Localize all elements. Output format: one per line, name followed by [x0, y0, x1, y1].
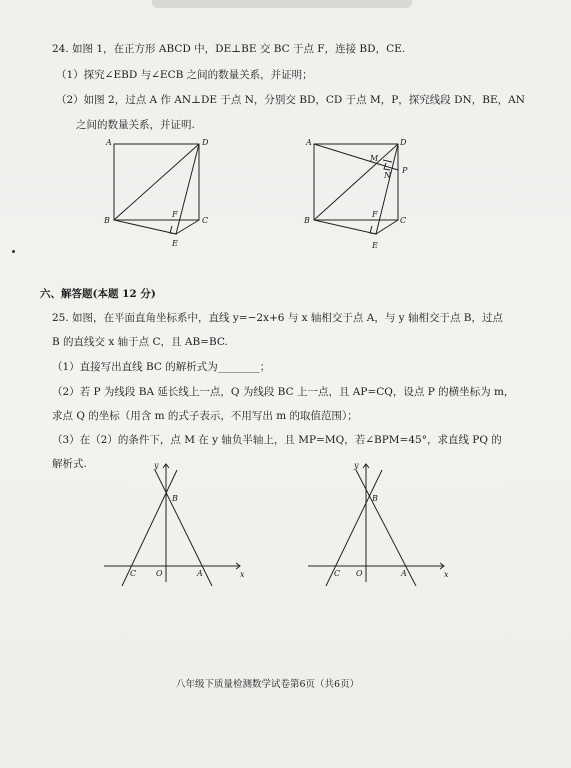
graph1-label-A: A	[197, 569, 203, 578]
fig2-label-B: B	[304, 216, 310, 225]
graph2-label-A: A	[401, 569, 407, 578]
graph1-label-O: O	[156, 569, 163, 578]
q25-part2-line2: 求点 Q 的坐标（用含 m 的式子表示，不用写出 m 的取值范围）；	[52, 410, 358, 422]
scan-speck	[12, 250, 15, 253]
q24-figure-2	[298, 134, 418, 256]
fig2-label-N: N	[384, 171, 391, 180]
q25-graph-1	[100, 456, 250, 586]
fig1-label-C: C	[202, 216, 209, 225]
q25-stem-line1: 25. 如图，在平面直角坐标系中，直线 y=−2x+6 与 x 轴相交于点 A，与 y 轴相交于点 B，过点	[52, 312, 503, 324]
q24-stem: 24. 如图 1，在正方形 ABCD 中，DE⊥BE 交 BC 于点 F，连接 BD，CE.	[52, 43, 406, 55]
fig2-label-P: P	[402, 166, 408, 175]
fig2-label-E: E	[372, 241, 378, 250]
graph2-label-B: B	[372, 494, 378, 503]
graph1-label-y: y	[154, 461, 159, 470]
scanner-edge	[152, 0, 412, 8]
q24-part2-line2: 之间的数量关系，并证明.	[76, 119, 195, 131]
q25-stem-line2: B 的直线交 x 轴于点 C，且 AB=BC.	[52, 336, 228, 348]
q25-graph-2	[304, 456, 454, 586]
fig1-label-E: E	[172, 239, 178, 248]
graph1-label-x: x	[240, 570, 245, 579]
fig1-label-D: D	[202, 138, 209, 147]
q24-part2-line1: （2）如图 2，过点 A 作 AN⊥DE 于点 N，分别交 BD，CD 于点 M，P，探究线段 DN，BE，AN	[56, 94, 525, 106]
q24-figure-1	[98, 134, 216, 254]
fig2-label-D: D	[400, 138, 407, 147]
q25-part1: （1）直接写出直线 BC 的解析式为________；	[52, 361, 271, 373]
q24-part1: （1）探究∠EBD 与∠ECB 之间的数量关系，并证明；	[56, 69, 313, 81]
graph2-label-y: y	[354, 461, 359, 470]
graph1-label-B: B	[172, 494, 178, 503]
graph2-label-x: x	[444, 570, 449, 579]
fig2-label-A: A	[306, 138, 312, 147]
graph2-label-C: C	[334, 569, 341, 578]
q25-part3-line1: （3）在（2）的条件下，点 M 在 y 轴负半轴上，且 MP=MQ，若∠BPM=45°，求直线 PQ 的	[52, 434, 502, 446]
graph2-label-O: O	[356, 569, 363, 578]
fig2-label-F: F	[372, 210, 378, 219]
q25-part2-line1: （2）若 P 为线段 BA 延长线上一点，Q 为线段 BC 上一点，且 AP=CQ，设点 P 的横坐标为 m，	[52, 386, 515, 398]
fig1-label-B: B	[104, 216, 110, 225]
q25-part3-line2: 解析式.	[52, 458, 87, 470]
page-footer: 八年级下质量检测数学试卷第6页（共6页）	[176, 679, 360, 690]
fig1-label-F: F	[172, 210, 178, 219]
fig2-label-M: M	[370, 154, 379, 163]
fig2-label-C: C	[400, 216, 407, 225]
fig1-label-A: A	[106, 138, 112, 147]
graph1-label-C: C	[130, 569, 137, 578]
section-6-title: 六、解答题(本题 12 分)	[40, 288, 156, 300]
